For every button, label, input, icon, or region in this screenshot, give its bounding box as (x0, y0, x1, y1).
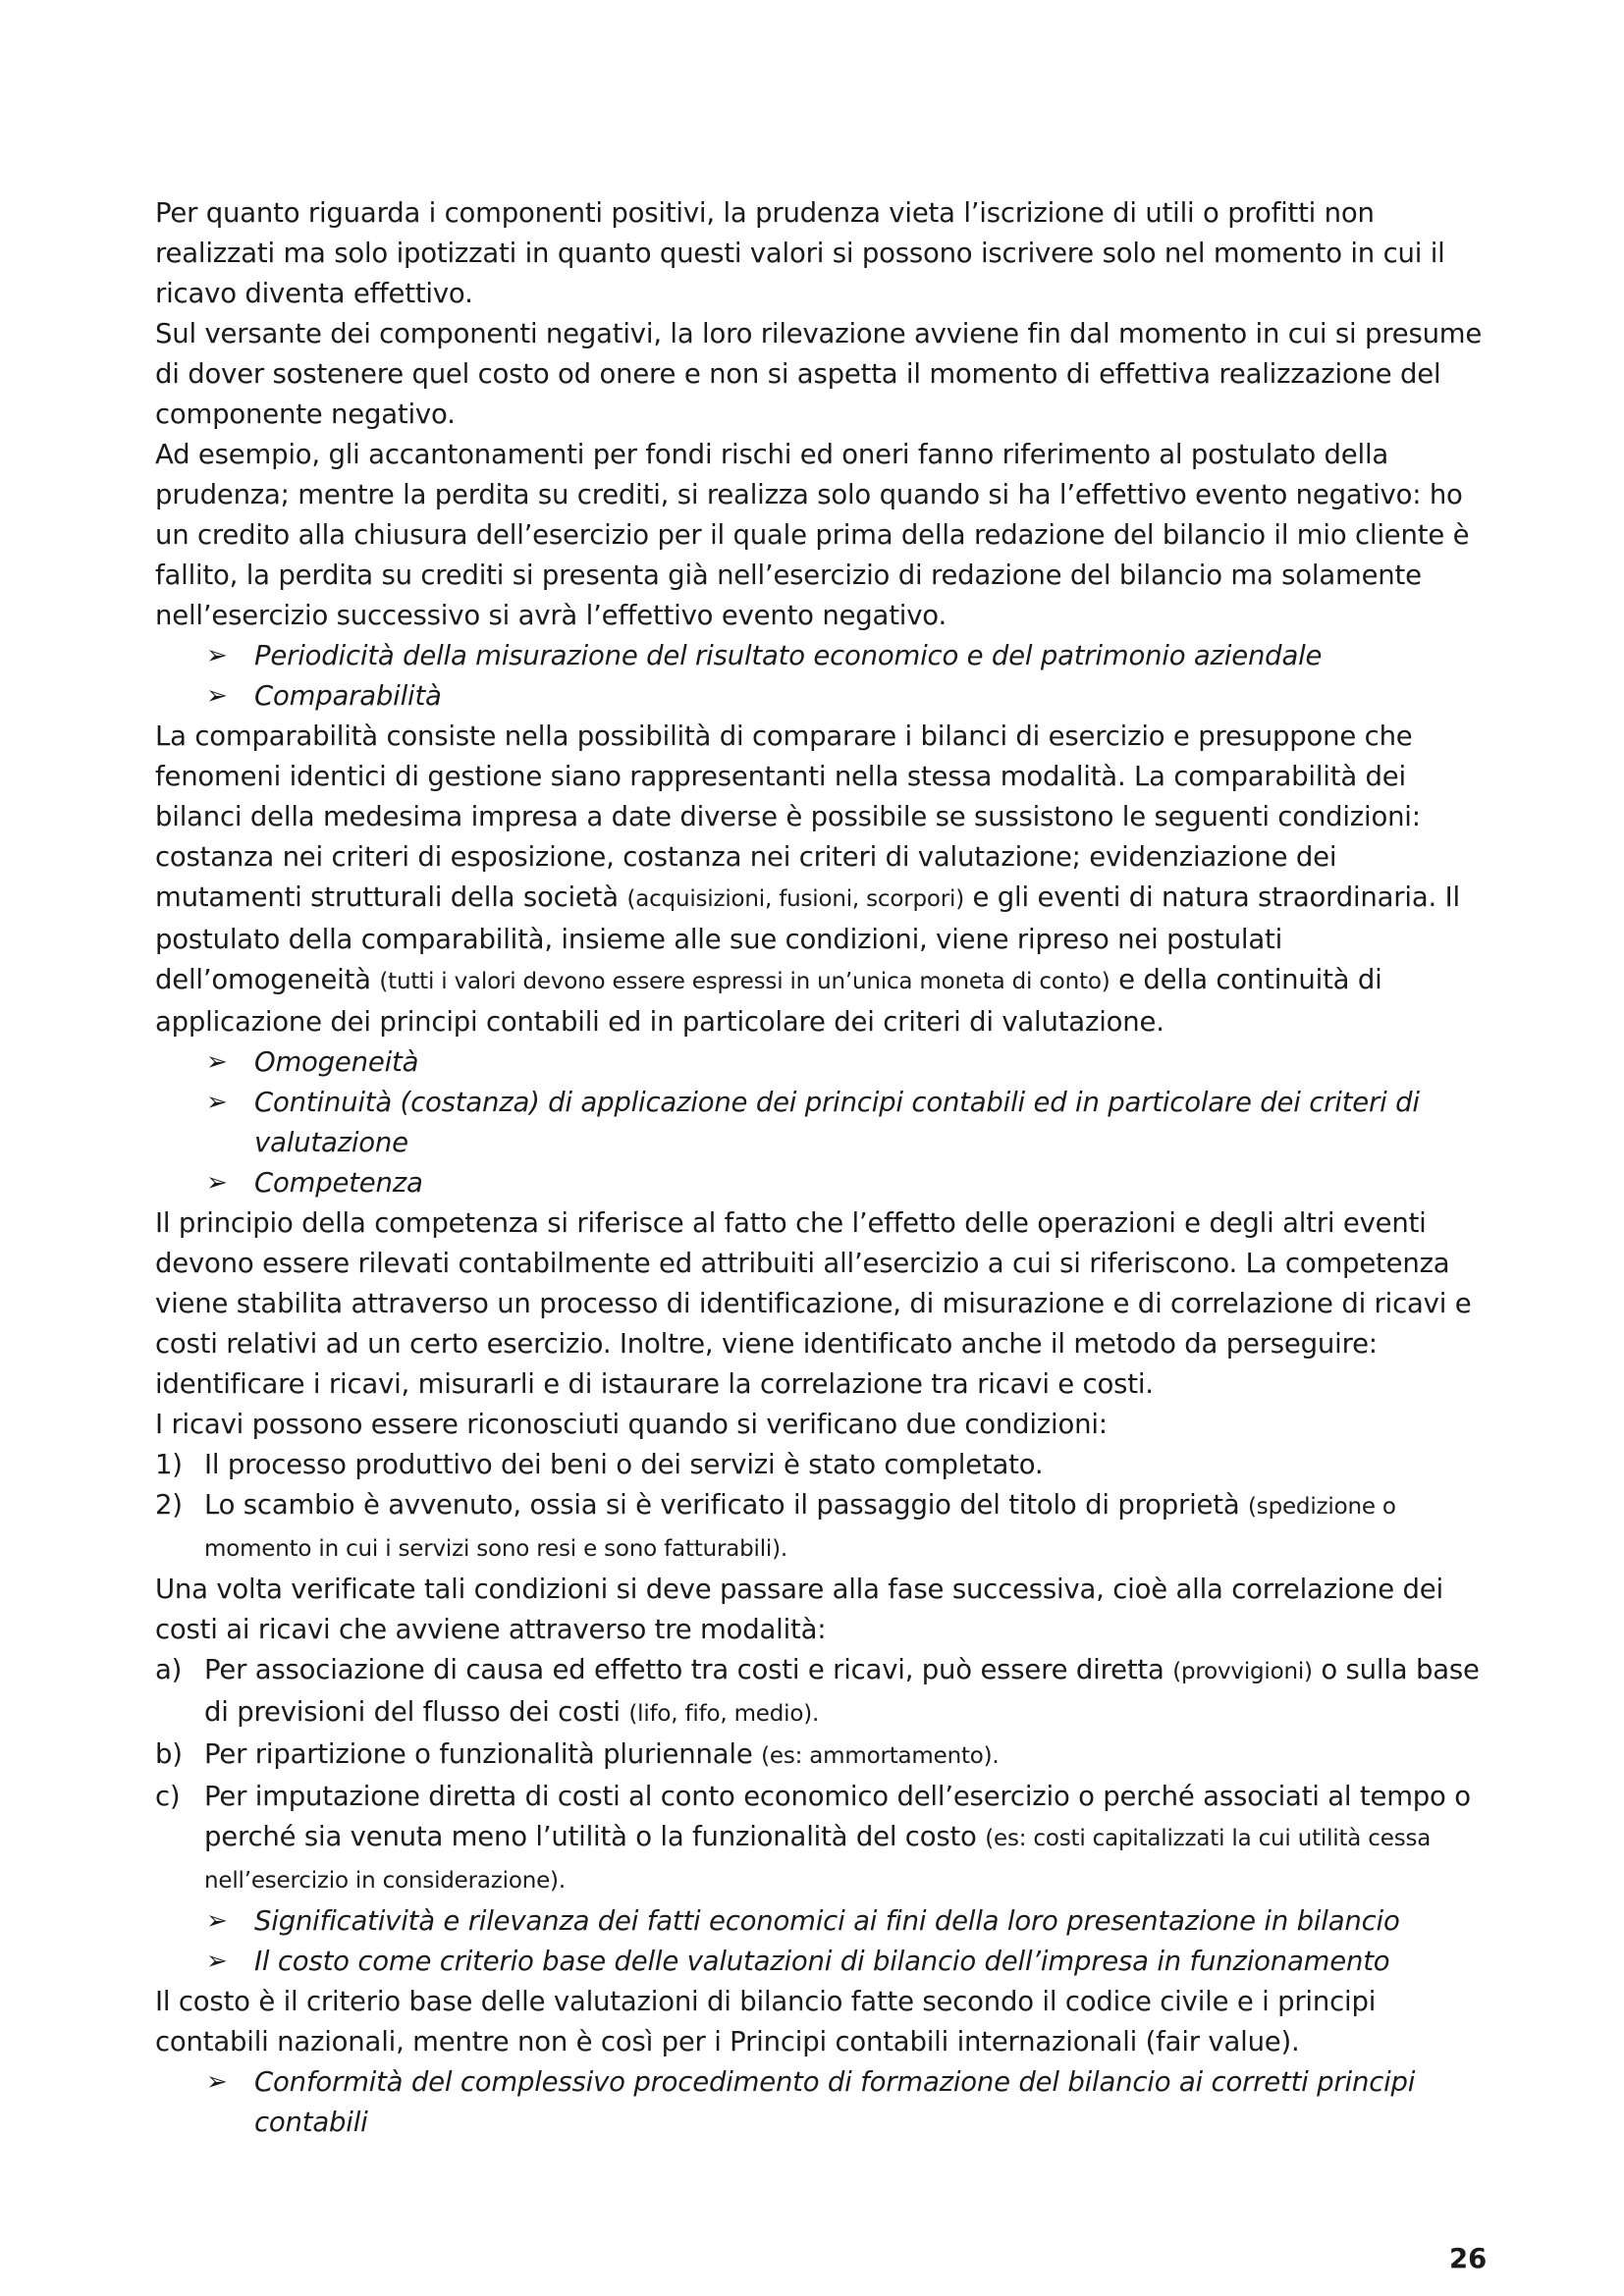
list-note: (provvigioni) (1172, 1659, 1313, 1684)
list-marker: 2) (155, 1489, 183, 1521)
bullet-text: Comparabilità (254, 680, 442, 712)
arrow-bullet-icon: ➢ (206, 1047, 228, 1077)
text-segment: La comparabilità consiste nella possibilità di comparare i bilanci di esercizio e presuppone che fenomeni identici di gestione siano rappresentanti nella stessa modalità. La comparabilità dei bilanci della medesima impresa a date diverse è possibile se sussistono le seguenti condizioni: costanza nei criteri di esposizione, costanza nei criteri di valutazione; evidenziazione dei mutamenti strutturali della società (155, 721, 1421, 913)
arrow-bullet-icon: ➢ (206, 641, 228, 670)
bullet-text: Periodicità della misurazione del risultato economico e del patrimonio aziendale (254, 640, 1323, 671)
page-number: 26 (1449, 2243, 1488, 2274)
list-marker: 1) (155, 1449, 183, 1480)
list-marker: c) (155, 1781, 181, 1812)
arrow-bullet-icon: ➢ (206, 1906, 228, 1936)
text-segment: e gli eventi di natura straordinaria. Il postulato della comparabilità, insieme alle sue condizioni, viene ripreso nei postulati dell’omogeneità (155, 881, 1460, 995)
bullet-significativita (155, 1901, 1483, 1942)
bullet-costo (155, 1942, 1483, 1982)
bullet-text: Omogeneità (254, 1046, 419, 1078)
paragraph-costo: Il costo è il criterio base delle valutazioni di bilancio fatte secondo il codice civile e i principi contabili nazionali, mentre non è così per i Principi contabili internazionali (fair value). (155, 1986, 1377, 2057)
bullet-text: Competenza (254, 1167, 423, 1199)
list-text: Lo scambio è avvenuto, ossia si è verificato il passaggio del titolo di proprietà (204, 1489, 1240, 1521)
bullet-text: Il costo come criterio base delle valutazioni di bilancio dell’impresa in funzionamento (254, 1946, 1390, 1977)
list-note: (es: ammortamento). (761, 1743, 1000, 1769)
bullet-conformita (155, 2062, 1483, 2143)
lettered-item-b (155, 1735, 1483, 1777)
arrow-bullet-icon: ➢ (206, 1168, 228, 1198)
paragraph-correlazione-intro: Una volta verificate tali condizioni si deve passare alla fase successiva, cioè alla correlazione dei costi ai ricavi che avviene attraverso tre modalità: (155, 1574, 1443, 1645)
document-body (155, 193, 1483, 2143)
bullet-text: Continuità (costanza) di applicazione dei principi contabili ed in particolare dei criteri di valutazione (254, 1087, 1420, 1158)
bullet-continuita (155, 1083, 1483, 1163)
list-note: (es: costi capitalizzati la cui utilità cessa nell’esercizio in considerazione). (204, 1826, 1432, 1894)
note-segment: (tutti i valori devono essere espressi in un’unica moneta di conto) (379, 969, 1110, 994)
bullet-text: Significatività e rilevanza dei fatti economici ai fini della loro presentazione in bilancio (254, 1905, 1400, 1937)
list-marker: b) (155, 1738, 183, 1770)
paragraph-example: Ad esempio, gli accantonamenti per fondi rischi ed oneri fanno riferimento al postulato della prudenza; mentre la perdita su crediti, si realizza solo quando si ha l’effettivo evento negativo: ho un credito alla chiusura dell’esercizio per il quale prima della redazione del bilancio il mio cliente è fallito, la perdita su crediti si presenta già nell’esercizio di redazione del bilancio ma solamente nell’esercizio successivo si avrà l’effettivo evento negativo. (155, 439, 1470, 631)
bullet-competenza (155, 1163, 1483, 1203)
list-text: Per associazione di causa ed effetto tra costi e ricavi, può essere diretta (204, 1654, 1164, 1685)
lettered-item-c (155, 1777, 1483, 1901)
arrow-bullet-icon: ➢ (206, 681, 228, 711)
text-segment: e della continuità di applicazione dei principi contabili ed in particolare dei criteri di valutazione. (155, 964, 1382, 1038)
list-marker: a) (155, 1654, 183, 1685)
arrow-bullet-icon: ➢ (206, 1947, 228, 1976)
paragraph-ricavi-intro: I ricavi possono essere riconosciuti quando si verificano due condizioni: (155, 1409, 1108, 1440)
bullet-periodicita (155, 636, 1483, 676)
arrow-bullet-icon: ➢ (206, 2067, 228, 2097)
list-text: Per imputazione diretta di costi al conto economico dell’esercizio o perché associati al tempo o perché sia venuta meno l’utilità o la funzionalità del costo (204, 1781, 1471, 1852)
bullet-comparabilita (155, 676, 1483, 717)
list-text: o sulla base di previsioni del flusso dei costi (204, 1654, 1480, 1728)
list-text: Per ripartizione o funzionalità pluriennale (204, 1738, 753, 1770)
bullet-text: Conformità del complessivo procedimento di formazione del bilancio ai corretti principi contabili (254, 2066, 1416, 2138)
numbered-item-2 (155, 1485, 1483, 1570)
note-segment: (acquisizioni, fusioni, scorpori) (626, 886, 964, 912)
bullet-omogeneita (155, 1042, 1483, 1083)
numbered-item-1 (155, 1445, 1483, 1485)
paragraph-competenza: Il principio della competenza si riferisce al fatto che l’effetto delle operazioni e degli altri eventi devono essere rilevati contabilmente ed attribuiti all’esercizio a cui si riferiscono. La competenza viene stabilita attraverso un processo di identificazione, di misurazione e di correlazione di ricavi e costi relativi ad un certo esercizio. Inoltre, viene identificato anche il metodo da perseguire: identificare i ricavi, misurarli e di istaurare la correlazione tra ricavi e costi. (155, 1207, 1472, 1400)
paragraph-positive-components: Per quanto riguarda i componenti positivi, la prudenza vieta l’iscrizione di utili o profitti non realizzati ma solo ipotizzati in quanto questi valori si possono iscrivere solo nel momento in cui il ricavo diventa effettivo. (155, 197, 1445, 309)
paragraph-comparabilita (155, 717, 1483, 1042)
list-text: Il processo produttivo dei beni o dei servizi è stato completato. (204, 1449, 1044, 1480)
list-note: (lifo, fifo, medio). (628, 1701, 820, 1727)
paragraph-negative-components: Sul versante dei componenti negativi, la loro rilevazione avviene fin dal momento in cui si presume di dover sostenere quel costo od onere e non si aspetta il momento di effettiva realizzazione del componente negativo. (155, 318, 1483, 430)
lettered-item-a (155, 1650, 1483, 1735)
list-note: (spedizione o momento in cui i servizi sono resi e sono fatturabili). (204, 1494, 1396, 1562)
arrow-bullet-icon: ➢ (206, 1088, 228, 1117)
